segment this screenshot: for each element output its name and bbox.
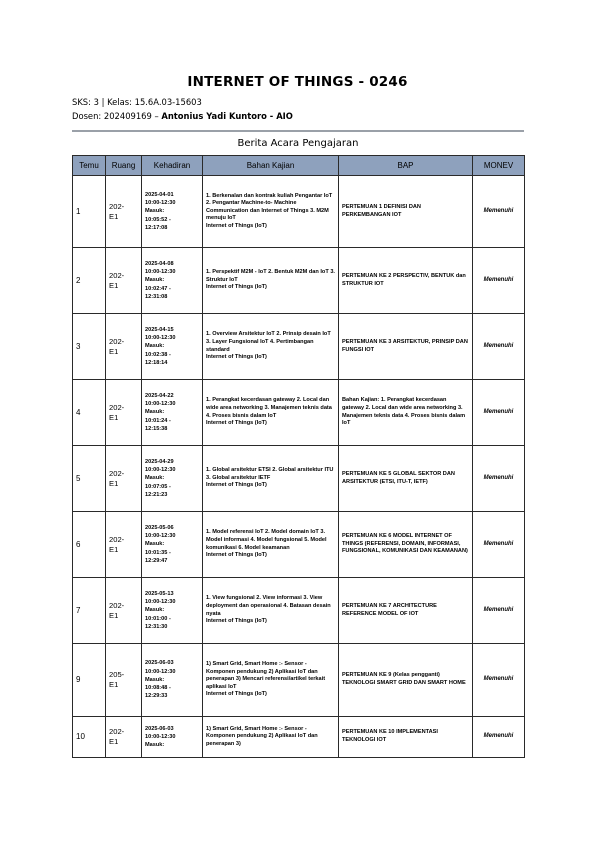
cell-monev: Memenuhi (473, 578, 525, 644)
table-row (73, 644, 525, 717)
cell-temu: 2 (73, 248, 106, 314)
cell-ruang: 202- E1 (106, 380, 142, 446)
cell-ruang: 202- E1 (106, 314, 142, 380)
cell-bahan-kajian: 1. Model referensi IoT 2. Model domain IoT 3. Model informasi 4. Model fungsional 5. Model komunikasi 6. Model keamanan Internet of Things (IoT) (203, 512, 339, 578)
cell-kehadiran: 2025-05-13 10:00-12:30 Masuk: 10:01:00 - 12:31:30 (142, 578, 203, 644)
lecturer-name: Antonius Yadi Kuntoro - AIO (161, 111, 293, 121)
table-row (73, 248, 525, 314)
cell-temu: 1 (73, 176, 106, 248)
cell-monev: Memenuhi (473, 644, 525, 717)
cell-bahan-kajian: 1) Smart Grid, Smart Home :- Sensor - Komponen pendukung 2) Aplikasi IoT dan penerapan 3) Mencari referensi/artikel terkait aplikasi IoT Internet of Things (IoT) (203, 644, 339, 717)
table-row (73, 578, 525, 644)
cell-kehadiran: 2025-04-01 10:00-12:30 Masuk: 10:05:52 - 12:17:08 (142, 176, 203, 248)
cell-bap: PERTEMUAN 1 DEFINISI DAN PERKEMBANGAN IOT (339, 176, 473, 248)
lecturer-label: Dosen: 202409169 – (72, 111, 162, 121)
cell-kehadiran: 2025-05-06 10:00-12:30 Masuk: 10:01:35 - 12:29:47 (142, 512, 203, 578)
course-meta: SKS: 3 | Kelas: 15.6A.03-15603 (72, 97, 202, 107)
lecturer-line (72, 111, 293, 121)
cell-temu: 10 (73, 717, 106, 758)
table-row (73, 717, 525, 758)
cell-kehadiran: 2025-06-03 10:00-12:30 Masuk: (142, 717, 203, 758)
cell-monev: Memenuhi (473, 176, 525, 248)
cell-monev: Memenuhi (473, 512, 525, 578)
table-row (73, 176, 525, 248)
header-divider (72, 130, 524, 132)
cell-bahan-kajian: 1. Perangkat kecerdasan gateway 2. Local dan wide area networking 3. Manajemen teknis data 4. Proses bisnis dalam IoT Internet of Things (IoT) (203, 380, 339, 446)
table-header-row (73, 156, 525, 176)
cell-monev: Memenuhi (473, 248, 525, 314)
cell-bap: PERTEMUAN KE 9 (Kelas pengganti) TEKNOLOGI SMART GRID DAN SMART HOME (339, 644, 473, 717)
cell-temu: 9 (73, 644, 106, 717)
cell-ruang: 202- E1 (106, 446, 142, 512)
cell-temu: 5 (73, 446, 106, 512)
col-header-bahan-kajian: Bahan Kajian (203, 156, 339, 176)
page-title: INTERNET OF THINGS - 0246 (187, 74, 408, 90)
cell-ruang: 205- E1 (106, 644, 142, 717)
cell-bahan-kajian: 1. View fungsional 2. View informasi 3. View deployment dan operasional 4. Batasan desain nyata Internet of Things (IoT) (203, 578, 339, 644)
cell-bap: PERTEMUAN KE 6 MODEL INTERNET OF THINGS (REFERENSI, DOMAIN, INFORMASI, FUNGSIONAL, KOMUNIKASI DAN KEAMANAN) (339, 512, 473, 578)
cell-temu: 7 (73, 578, 106, 644)
cell-kehadiran: 2025-04-22 10:00-12:30 Masuk: 10:01:24 - 12:15:38 (142, 380, 203, 446)
col-header-ruang: Ruang (106, 156, 142, 176)
cell-ruang: 202- E1 (106, 578, 142, 644)
cell-ruang: 202- E1 (106, 512, 142, 578)
cell-bap: PERTEMUAN KE 7 ARCHITECTURE REFERENCE MODEL OF IOT (339, 578, 473, 644)
cell-bahan-kajian: 1. Overview Arsitektur IoT 2. Prinsip desain IoT 3. Layer Fungsional IoT 4. Pertimbangan standard Internet of Things (IoT) (203, 314, 339, 380)
cell-ruang: 202- E1 (106, 176, 142, 248)
cell-temu: 4 (73, 380, 106, 446)
col-header-monev: MONEV (473, 156, 525, 176)
cell-bahan-kajian: 1. Perspektif M2M - IoT 2. Bentuk M2M dan IoT 3. Struktur IoT Internet of Things (IoT) (203, 248, 339, 314)
table-row (73, 380, 525, 446)
cell-bahan-kajian: 1. Berkenalan dan kontrak kuliah Pengantar IoT 2. Pengantar Machine-to- Machine Communication dan Internet of Things 3. M2M menuju IoT Internet of Things (IoT) (203, 176, 339, 248)
cell-monev: Memenuhi (473, 380, 525, 446)
col-header-temu: Temu (73, 156, 106, 176)
cell-kehadiran: 2025-04-15 10:00-12:30 Masuk: 10:02:38 - 12:18:14 (142, 314, 203, 380)
cell-bap: Bahan Kajian: 1. Perangkat kecerdasan gateway 2. Local dan wide area networking 3. Manajemen teknis data 4. Proses bisnis dalam IoT (339, 380, 473, 446)
teaching-log-table (72, 155, 525, 758)
section-title: Berita Acara Pengajaran (237, 138, 359, 149)
cell-bap: PERTEMUAN KE 2 PERSPECTIV, BENTUK dan STRUKTUR IOT (339, 248, 473, 314)
cell-bahan-kajian: 1) Smart Grid, Smart Home :- Sensor - Komponen pendukung 2) Aplikasi IoT dan penerapan 3) (203, 717, 339, 758)
cell-bap: PERTEMUAN KE 5 GLOBAL SEKTOR DAN ARSITEKTUR (ETSI, ITU-T, IETF) (339, 446, 473, 512)
cell-ruang: 202- E1 (106, 717, 142, 758)
cell-bap: PERTEMUAN KE 3 ARSITEKTUR, PRINSIP DAN FUNGSI IOT (339, 314, 473, 380)
col-header-bap: BAP (339, 156, 473, 176)
table-row (73, 512, 525, 578)
table-row (73, 446, 525, 512)
cell-kehadiran: 2025-04-29 10:00-12:30 Masuk: 10:07:05 - 12:21:23 (142, 446, 203, 512)
cell-temu: 6 (73, 512, 106, 578)
cell-bahan-kajian: 1. Global arsitektur ETSI 2. Global arsitektur ITU 3. Global arsitektur IETF Internet of Things (IoT) (203, 446, 339, 512)
table-row (73, 314, 525, 380)
cell-monev: Memenuhi (473, 717, 525, 758)
cell-kehadiran: 2025-04-08 10:00-12:30 Masuk: 10:02:47 - 12:31:08 (142, 248, 203, 314)
cell-ruang: 202- E1 (106, 248, 142, 314)
cell-monev: Memenuhi (473, 446, 525, 512)
cell-kehadiran: 2025-06-03 10:00-12:30 Masuk: 10:08:48 - 12:29:33 (142, 644, 203, 717)
cell-temu: 3 (73, 314, 106, 380)
cell-bap: PERTEMUAN KE 10 IMPLEMENTASI TEKNOLOGI IOT (339, 717, 473, 758)
cell-monev: Memenuhi (473, 314, 525, 380)
col-header-kehadiran: Kehadiran (142, 156, 203, 176)
